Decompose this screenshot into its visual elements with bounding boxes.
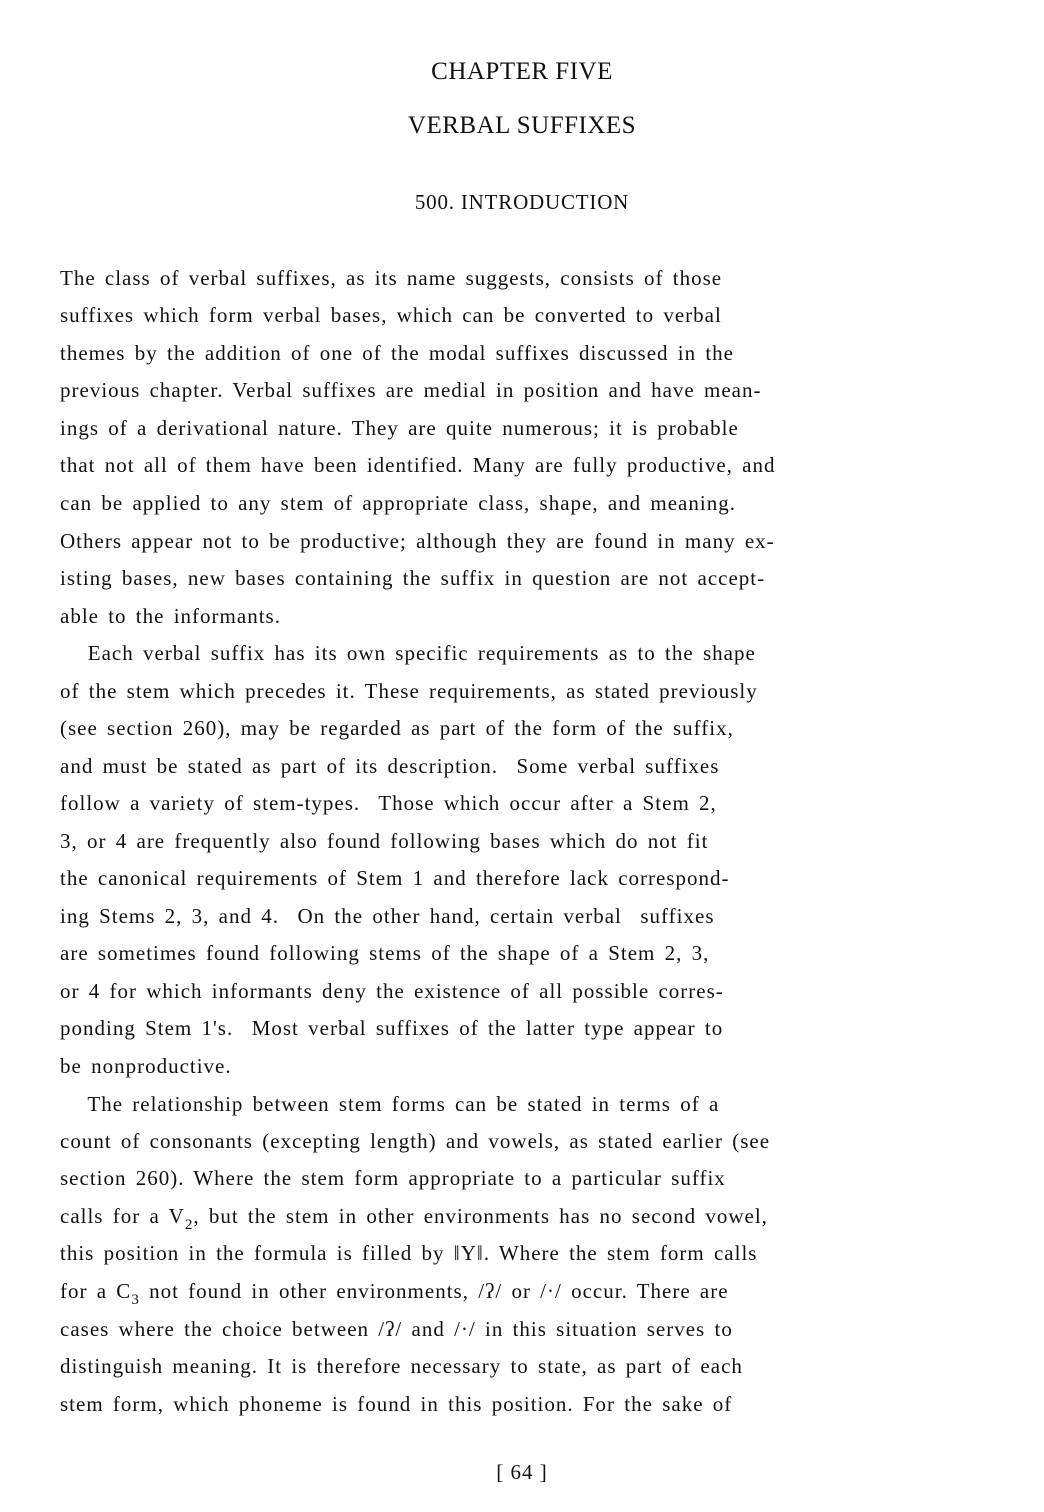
chapter-title: VERBAL SUFFIXES	[407, 112, 637, 139]
text-line: The class of verbal suffixes, as its name suggests, consists of those	[60, 266, 723, 290]
subscript: 2	[184, 1217, 194, 1233]
text-line: count of consonants (excepting length) and vowels, as stated earlier (see	[60, 1129, 771, 1153]
text-line: the canonical requirements of Stem 1 and therefore lack correspond-	[60, 866, 730, 890]
text-line: be nonproductive.	[60, 1054, 232, 1078]
text-line: distinguish meaning. It is therefore necessary to state, as part of each	[60, 1354, 743, 1378]
text-line: previous chapter. Verbal suffixes are medial in position and have mean-	[60, 378, 762, 402]
text-fragment: calls for a V	[60, 1204, 185, 1228]
chapter-heading: CHAPTER FIVE	[431, 58, 613, 85]
text-line: ings of a derivational nature. They are quite numerous; it is probable	[60, 416, 739, 440]
subscript: 3	[131, 1292, 140, 1308]
text-line: that not all of them have been identified. Many are fully productive, and	[60, 453, 776, 477]
text-line: are sometimes found following stems of the shape of a Stem 2, 3,	[60, 941, 710, 965]
text-fragment: , but the stem in other environments has no second vowel,	[193, 1204, 768, 1228]
text-line-c3	[60, 1279, 729, 1308]
text-line: cases where the choice between /ʔ/ and /·/ in this situation serves to	[60, 1317, 733, 1341]
text-line: stem form, which phoneme is found in this position. For the sake of	[60, 1392, 733, 1416]
text-line: and must be stated as part of its description. Some verbal suffixes	[60, 754, 720, 778]
section-heading: 500. INTRODUCTION	[414, 190, 630, 214]
text-line: section 260). Where the stem form appropriate to a particular suffix	[60, 1166, 726, 1190]
text-line: 3, or 4 are frequently also found following bases which do not fit	[60, 829, 709, 853]
text-line: Each verbal suffix has its own specific requirements as to the shape	[60, 641, 756, 665]
text-line: follow a variety of stem-types. Those which occur after a Stem 2,	[60, 791, 717, 815]
page-number: [ 64 ]	[496, 1460, 548, 1484]
text-line: Others appear not to be productive; although they are found in many ex-	[60, 529, 775, 553]
text-line: or 4 for which informants deny the existence of all possible corres-	[60, 979, 724, 1003]
text-line: suffixes which form verbal bases, which can be converted to verbal	[60, 303, 722, 327]
text-fragment: not found in other environments, /ʔ/ or /·/ occur. There are	[139, 1279, 729, 1303]
text-line: themes by the addition of one of the modal suffixes discussed in the	[60, 341, 735, 365]
text-line: ponding Stem 1's. Most verbal suffixes of the latter type appear to	[60, 1016, 724, 1040]
text-line: can be applied to any stem of appropriate class, shape, and meaning.	[60, 491, 736, 515]
text-line: able to the informants.	[60, 604, 281, 628]
text-line: (see section 260), may be regarded as part of the form of the suffix,	[60, 716, 734, 740]
text-line: The relationship between stem forms can be stated in terms of a	[60, 1092, 720, 1116]
text-line: ing Stems 2, 3, and 4. On the other hand, certain verbal suffixes	[60, 904, 715, 928]
text-line: of the stem which precedes it. These requirements, as stated previously	[60, 679, 758, 703]
text-line: isting bases, new bases containing the suffix in question are not accept-	[60, 566, 766, 590]
text-line-v2	[60, 1204, 768, 1233]
text-fragment: for a C	[60, 1279, 132, 1303]
text-line: this position in the formula is filled by ‖Y‖. Where the stem form calls	[60, 1241, 758, 1265]
